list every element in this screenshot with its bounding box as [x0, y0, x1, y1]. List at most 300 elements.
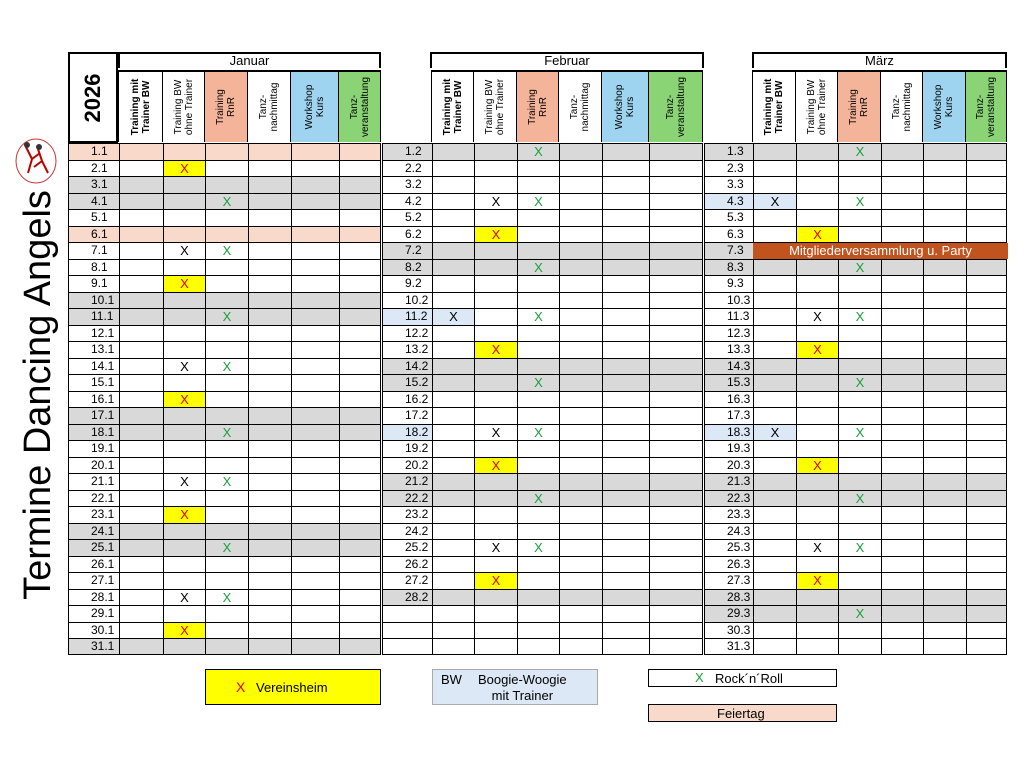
day-cell — [966, 491, 1008, 507]
table-row — [68, 325, 381, 342]
day-cell — [753, 293, 796, 309]
day-cell — [517, 507, 559, 523]
day-cell — [796, 557, 838, 573]
day-cell — [291, 177, 339, 193]
black-x-icon: X — [180, 474, 189, 489]
date-cell: 13.3 — [727, 342, 751, 356]
day-cell — [517, 590, 559, 606]
day-cell — [796, 458, 838, 474]
day-cell — [753, 161, 796, 177]
day-cell — [602, 359, 649, 375]
day-cell — [649, 573, 704, 589]
day-cell — [559, 293, 602, 309]
day-cell — [119, 491, 163, 507]
day-cell — [753, 425, 796, 441]
empty-cell — [517, 606, 559, 622]
date-cell: 28.1 — [91, 589, 115, 604]
day-cell — [163, 557, 205, 573]
day-cell — [602, 210, 649, 226]
day-cell — [649, 227, 704, 243]
day-cell — [923, 260, 966, 276]
day-cell — [881, 425, 923, 441]
day-cell — [559, 590, 602, 606]
date-cell: 30.1 — [91, 622, 115, 637]
day-cell — [339, 425, 382, 441]
day-cell — [291, 408, 339, 424]
day-cell — [205, 623, 248, 639]
day-cell — [838, 161, 881, 177]
day-cell — [923, 392, 966, 408]
day-cell — [923, 590, 966, 606]
day-cell — [339, 491, 382, 507]
day-cell — [602, 161, 649, 177]
day-cell — [163, 441, 205, 457]
day-cell — [119, 639, 163, 654]
day-cell — [291, 359, 339, 375]
column-header — [752, 70, 795, 142]
day-cell — [474, 441, 517, 457]
day-cell — [474, 590, 517, 606]
date-cell: 26.1 — [91, 556, 115, 571]
day-cell — [119, 524, 163, 540]
day-cell — [291, 375, 339, 391]
column-header — [516, 70, 558, 142]
day-cell — [474, 342, 517, 358]
day-cell — [205, 326, 248, 342]
day-cell — [517, 474, 559, 490]
day-cell — [796, 507, 838, 523]
day-cell — [649, 557, 704, 573]
black-x-icon: X — [449, 309, 458, 324]
legend-bw — [432, 669, 598, 705]
day-cell — [163, 309, 205, 325]
green-x-icon: X — [534, 375, 543, 390]
day-cell — [966, 540, 1008, 556]
day-cell — [517, 243, 559, 259]
table-row — [68, 506, 381, 523]
red-x-icon: X — [180, 391, 189, 407]
legend-vereinsheim — [205, 669, 381, 705]
day-cell — [339, 260, 382, 276]
day-cell — [559, 441, 602, 457]
day-cell — [649, 540, 704, 556]
column-header — [558, 70, 601, 142]
date-cell: 21.3 — [705, 474, 753, 490]
table-row — [68, 176, 381, 193]
day-cell — [559, 573, 602, 589]
day-cell — [474, 194, 517, 210]
table-row — [382, 490, 703, 507]
day-cell — [923, 507, 966, 523]
day-cell — [119, 507, 163, 523]
day-cell — [432, 524, 474, 540]
day-cell — [559, 425, 602, 441]
legend-bw-abbr: BW — [441, 672, 462, 687]
green-x-icon: X — [222, 309, 232, 324]
red-x-icon: X — [491, 226, 501, 242]
date-cell: 11.2 — [383, 309, 432, 325]
day-cell — [291, 293, 339, 309]
empty-cell — [474, 639, 517, 654]
day-cell — [474, 144, 517, 160]
day-cell — [649, 359, 704, 375]
column-header-label: Training mit Trainer BW — [441, 78, 464, 136]
day-cell — [205, 293, 248, 309]
day-cell — [966, 309, 1008, 325]
column-header — [965, 70, 1007, 142]
day-cell — [205, 507, 248, 523]
green-x-icon: X — [855, 540, 865, 555]
table-row — [68, 259, 381, 276]
column-header — [162, 70, 204, 142]
day-cell — [119, 375, 163, 391]
date-cell: 27.1 — [91, 573, 115, 587]
table-row — [382, 275, 703, 292]
day-cell — [923, 524, 966, 540]
date-cell: 4.2 — [405, 193, 422, 208]
day-cell — [474, 359, 517, 375]
day-cell — [119, 408, 163, 424]
day-cell — [559, 524, 602, 540]
day-cell — [881, 144, 923, 160]
day-cell — [838, 639, 881, 654]
day-cell — [753, 260, 796, 276]
date-cell: 25.3 — [727, 540, 751, 554]
day-cell — [838, 227, 881, 243]
day-cell — [291, 590, 339, 606]
day-cell — [753, 590, 796, 606]
day-cell — [205, 375, 248, 391]
empty-cell — [559, 623, 602, 639]
day-cell — [291, 524, 339, 540]
day-cell — [796, 590, 838, 606]
day-cell — [649, 342, 704, 358]
green-x-icon: X — [222, 589, 232, 605]
column-header-label: Tanz- veranstaltung — [348, 76, 371, 138]
table-row — [68, 539, 381, 556]
day-cell — [339, 474, 382, 490]
day-cell — [291, 210, 339, 226]
day-cell — [966, 507, 1008, 523]
column-header — [290, 70, 338, 142]
day-cell — [966, 441, 1008, 457]
day-cell — [966, 227, 1008, 243]
day-cell — [163, 507, 205, 523]
table-row — [704, 242, 1007, 259]
table-row — [704, 226, 1007, 243]
day-cell — [966, 590, 1008, 606]
day-cell — [559, 557, 602, 573]
day-cell — [291, 194, 339, 210]
green-x-icon: X — [222, 474, 232, 489]
day-cell — [649, 474, 704, 490]
day-cell — [163, 210, 205, 226]
day-cell — [923, 573, 966, 589]
day-cell — [291, 474, 339, 490]
day-cell — [966, 210, 1008, 226]
date-cell: 18.1 — [69, 425, 119, 441]
black-x-icon: X — [813, 309, 822, 324]
day-cell — [966, 524, 1008, 540]
date-cell: 13.1 — [91, 342, 115, 356]
column-header-label: Workshop Kurs — [614, 84, 636, 130]
day-cell — [881, 474, 923, 490]
table-row — [68, 440, 381, 457]
date-cell: 29.3 — [705, 606, 753, 622]
day-cell — [753, 557, 796, 573]
day-cell — [517, 161, 559, 177]
day-cell — [559, 309, 602, 325]
day-cell — [339, 276, 382, 292]
day-cell — [796, 260, 838, 276]
table-row — [704, 589, 1007, 606]
date-cell: 24.1 — [69, 524, 119, 540]
column-header — [338, 70, 381, 142]
day-cell — [248, 342, 291, 358]
day-cell — [602, 375, 649, 391]
day-cell — [205, 491, 248, 507]
day-cell — [881, 161, 923, 177]
day-cell — [163, 276, 205, 292]
table-row — [68, 143, 381, 160]
black-x-icon: X — [180, 358, 189, 374]
day-cell — [517, 441, 559, 457]
date-cell: 19.1 — [91, 441, 115, 455]
day-cell — [753, 474, 796, 490]
day-cell — [163, 474, 205, 490]
day-cell — [602, 326, 649, 342]
day-cell — [881, 260, 923, 276]
day-cell — [838, 441, 881, 457]
day-cell — [119, 458, 163, 474]
day-cell — [881, 590, 923, 606]
day-cell — [923, 491, 966, 507]
day-cell — [602, 590, 649, 606]
day-cell — [881, 326, 923, 342]
day-cell — [838, 524, 881, 540]
day-cell — [649, 491, 704, 507]
date-cell: 28.2 — [383, 590, 432, 606]
day-cell — [559, 227, 602, 243]
red-x-icon: X — [813, 457, 822, 473]
day-cell — [205, 276, 248, 292]
day-cell — [881, 392, 923, 408]
day-cell — [923, 194, 966, 210]
table-row — [704, 292, 1007, 309]
green-x-icon: X — [222, 540, 232, 555]
date-cell: 24.3 — [727, 523, 751, 538]
day-cell — [339, 161, 382, 177]
day-cell — [517, 375, 559, 391]
day-cell — [753, 227, 796, 243]
date-cell: 18.2 — [383, 425, 432, 441]
day-cell — [966, 408, 1008, 424]
day-cell — [838, 606, 881, 622]
day-cell — [248, 210, 291, 226]
column-header-label: Training mit Trainer BW — [763, 78, 785, 136]
green-x-icon: X — [222, 358, 232, 374]
day-cell — [339, 243, 382, 259]
day-cell — [432, 359, 474, 375]
day-cell — [753, 524, 796, 540]
date-cell: 16.3 — [727, 391, 751, 406]
day-cell — [248, 590, 291, 606]
legend-bw-label: Boogie-Woogie mit Trainer — [478, 672, 567, 703]
column-header-label: Tanz- nachmittag — [258, 82, 280, 132]
day-cell — [966, 260, 1008, 276]
day-cell — [339, 507, 382, 523]
day-cell — [517, 573, 559, 589]
day-cell — [163, 243, 205, 259]
table-row — [382, 407, 703, 424]
day-cell — [838, 623, 881, 639]
year-label: 2026 — [80, 73, 105, 122]
day-cell — [119, 161, 163, 177]
red-x-icon: X — [180, 507, 189, 522]
date-cell: 5.1 — [91, 210, 108, 224]
day-cell — [753, 309, 796, 325]
day-cell — [517, 276, 559, 292]
day-cell — [838, 458, 881, 474]
day-cell — [966, 474, 1008, 490]
day-cell — [339, 359, 382, 375]
day-cell — [119, 590, 163, 606]
day-cell — [881, 540, 923, 556]
red-x-icon: X — [180, 276, 189, 291]
day-cell — [649, 441, 704, 457]
day-cell — [291, 260, 339, 276]
day-cell — [923, 639, 966, 654]
date-cell: 15.1 — [91, 375, 115, 389]
table-row — [68, 457, 381, 474]
table-row — [382, 539, 703, 556]
empty-cell — [602, 639, 649, 654]
table-row — [382, 143, 703, 160]
day-cell — [517, 540, 559, 556]
day-cell — [881, 293, 923, 309]
date-cell: 28.3 — [705, 590, 753, 606]
table-row — [382, 523, 703, 540]
date-cell: 23.3 — [727, 507, 751, 521]
day-cell — [119, 474, 163, 490]
day-cell — [923, 144, 966, 160]
table-row — [704, 391, 1007, 408]
day-cell — [339, 573, 382, 589]
day-cell — [119, 194, 163, 210]
date-cell: 1.1 — [69, 144, 119, 160]
green-x-icon: X — [855, 193, 865, 209]
date-cell: 22.3 — [705, 491, 753, 507]
day-cell — [649, 293, 704, 309]
date-cell: 26.3 — [727, 556, 751, 571]
day-cell — [163, 606, 205, 622]
day-cell — [923, 540, 966, 556]
date-cell: 7.3 — [705, 243, 753, 259]
table-row — [704, 209, 1007, 226]
day-cell — [753, 573, 796, 589]
day-cell — [881, 210, 923, 226]
red-x-icon: X — [813, 573, 822, 588]
day-cell — [602, 309, 649, 325]
date-cell: 29.1 — [91, 606, 115, 620]
day-cell — [923, 276, 966, 292]
day-cell — [339, 557, 382, 573]
day-cell — [923, 623, 966, 639]
day-cell — [432, 210, 474, 226]
day-cell — [163, 227, 205, 243]
day-cell — [753, 392, 796, 408]
day-cell — [205, 425, 248, 441]
day-cell — [163, 144, 205, 160]
day-cell — [291, 540, 339, 556]
day-cell — [163, 375, 205, 391]
day-cell — [432, 458, 474, 474]
day-cell — [119, 260, 163, 276]
empty-cell — [602, 606, 649, 622]
day-cell — [559, 408, 602, 424]
column-header — [880, 70, 922, 142]
day-cell — [796, 309, 838, 325]
day-cell — [796, 326, 838, 342]
day-cell — [838, 210, 881, 226]
day-cell — [205, 210, 248, 226]
day-cell — [753, 540, 796, 556]
day-cell — [881, 573, 923, 589]
day-cell — [966, 425, 1008, 441]
day-cell — [517, 194, 559, 210]
day-cell — [474, 309, 517, 325]
day-cell — [796, 375, 838, 391]
date-cell: 22.2 — [383, 491, 432, 507]
day-cell — [923, 557, 966, 573]
date-cell: 7.2 — [383, 243, 432, 259]
day-cell — [248, 144, 291, 160]
day-cell — [838, 309, 881, 325]
table-row — [704, 275, 1007, 292]
table-row — [704, 374, 1007, 391]
day-cell — [517, 359, 559, 375]
day-cell — [559, 144, 602, 160]
date-cell: 19.2 — [405, 441, 429, 455]
black-x-icon: X — [491, 424, 501, 440]
day-cell — [291, 392, 339, 408]
day-cell — [923, 375, 966, 391]
day-cell — [119, 359, 163, 375]
day-cell — [838, 342, 881, 358]
table-row — [704, 556, 1007, 573]
day-cell — [796, 144, 838, 160]
day-cell — [649, 309, 704, 325]
green-x-icon: X — [534, 193, 543, 209]
day-cell — [339, 441, 382, 457]
day-cell — [474, 161, 517, 177]
day-cell — [474, 293, 517, 309]
day-cell — [432, 441, 474, 457]
day-cell — [474, 491, 517, 507]
day-cell — [163, 161, 205, 177]
table-row — [704, 490, 1007, 507]
day-cell — [649, 458, 704, 474]
green-x-icon: X — [855, 490, 865, 506]
day-cell — [474, 540, 517, 556]
day-cell — [966, 606, 1008, 622]
day-cell — [966, 458, 1008, 474]
day-cell — [205, 441, 248, 457]
day-cell — [517, 342, 559, 358]
green-x-icon: X — [855, 375, 865, 390]
day-cell — [881, 359, 923, 375]
empty-cell — [649, 623, 704, 639]
